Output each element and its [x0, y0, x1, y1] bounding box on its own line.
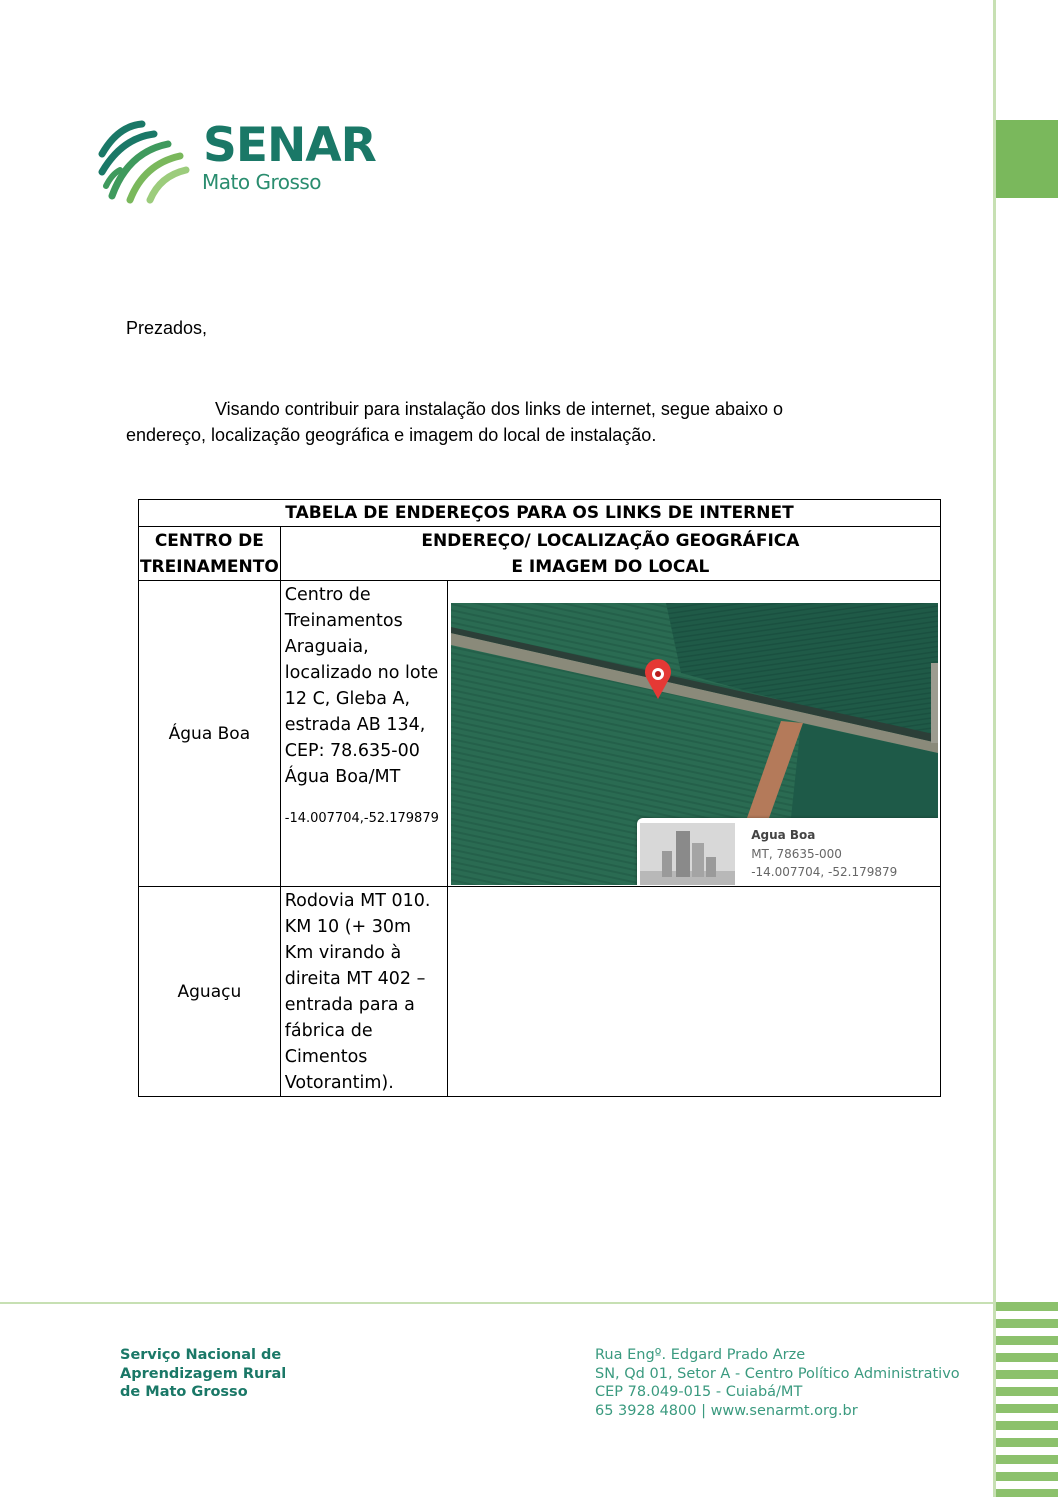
footer-org-line1: Serviço Nacional de	[120, 1347, 282, 1363]
footer-address-line3: CEP 78.049-015 - Cuiabá/MT	[595, 1384, 803, 1400]
footer-org-line3: de Mato Grosso	[120, 1384, 248, 1400]
header-center-line2: TREINAMENTO	[139, 556, 279, 577]
footer-address	[595, 1346, 960, 1420]
center-name: Água Boa	[139, 581, 281, 887]
map-info-card	[637, 818, 938, 885]
center-name: Aguaçu	[139, 887, 281, 1097]
address-cell	[280, 581, 447, 887]
side-border-line	[993, 0, 996, 1497]
table-title-row	[139, 500, 941, 527]
intro-paragraph: Visando contribuir para instalação dos links de internet, segue abaixo o endereço, localização geográfica e imagem do local de instalação.	[126, 399, 784, 445]
side-accent-block	[996, 120, 1058, 198]
table-title: TABELA DE ENDEREÇOS PARA OS LINKS DE INTERNET	[139, 500, 941, 527]
greeting: Prezados,	[126, 318, 208, 338]
table-row	[139, 581, 941, 887]
table-row	[139, 887, 941, 1097]
map-card-sub: MT, 78635-000	[751, 847, 842, 861]
address-table	[138, 499, 941, 1097]
map-card-coords: -14.007704, -52.179879	[751, 865, 898, 879]
header-address	[280, 527, 940, 581]
header-address-line2: E IMAGEM DO LOCAL	[511, 556, 710, 577]
map-card-name: Agua Boa	[751, 828, 816, 842]
address-text: Rodovia MT 010. KM 10 (+ 30m Km virando à direita MT 402 – entrada para a fábrica de Cimentos Votorantim).	[284, 891, 431, 1093]
footer-address-line1: Rua Engº. Edgard Prado Arze	[595, 1347, 806, 1363]
senar-logo	[98, 112, 378, 207]
footer-org-line2: Aprendizagem Rural	[120, 1365, 287, 1382]
logo-subtitle: Mato Grosso	[202, 170, 322, 194]
location-image-cell-empty	[448, 887, 941, 1097]
leaf-arches-icon	[98, 112, 190, 204]
address-cell	[280, 887, 447, 1097]
footer-divider	[0, 1302, 996, 1304]
header-center	[139, 527, 281, 581]
footer-contact-line: 65 3928 4800 | www.senarmt.org.br	[595, 1402, 858, 1419]
table-header-row	[139, 527, 941, 581]
address-text: Centro de Treinamentos Araguaia, localizado no lote 12 C, Gleba A, estrada AB 134, CEP: 78.635-00 Água Boa/MT	[284, 585, 439, 787]
footer-address-line2: SN, Qd 01, Setor A - Centro Político Administrativo	[595, 1365, 960, 1382]
location-image-cell	[448, 581, 941, 887]
side-stripes	[996, 1302, 1058, 1497]
footer-org-name	[120, 1346, 286, 1402]
building-thumbnail-icon	[640, 823, 735, 885]
satellite-map-image	[451, 603, 938, 885]
header-center-line1: CENTRO DE	[154, 530, 264, 551]
logo-wordmark: SENAR	[203, 118, 376, 173]
coordinates-text: -14.007704,-52.179879	[284, 811, 439, 826]
header-address-line1: ENDEREÇO/ LOCALIZAÇÃO GEOGRÁFICA	[421, 530, 800, 551]
